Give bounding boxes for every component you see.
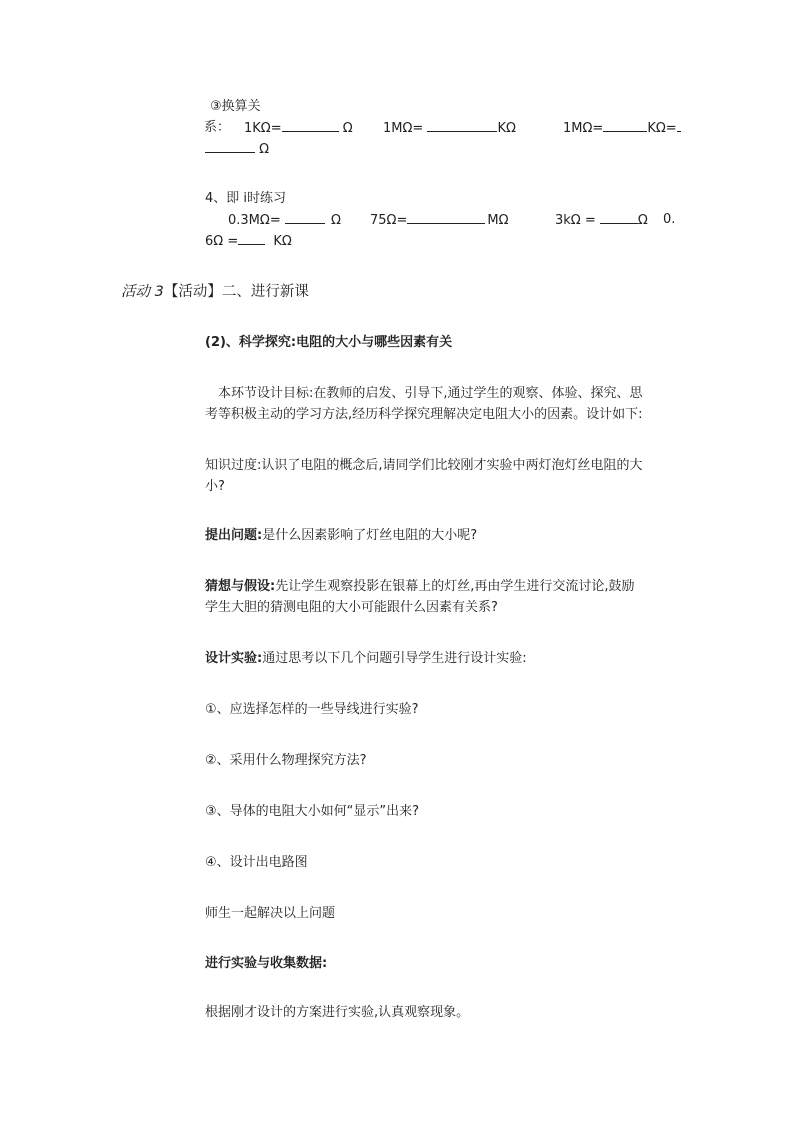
transition-line-1: 知识过度:认识了电阻的概念后,请同学们比较刚才实验中两灯泡灯丝电阻的大 bbox=[205, 458, 643, 473]
practice-q2-left: 75Ω= bbox=[370, 213, 408, 228]
transition-line-2: 小? bbox=[205, 479, 225, 494]
conversion-item-1 bbox=[244, 119, 353, 138]
conversion-item-2-left: 1MΩ= bbox=[383, 121, 424, 136]
step-2: ②、采用什么物理探究方法? bbox=[205, 753, 367, 768]
question-text: 是什么因素影响了灯丝电阻的大小呢? bbox=[262, 528, 478, 543]
conversion-prefix: 系： bbox=[204, 120, 231, 135]
practice-q4-unit: KΩ bbox=[273, 234, 292, 249]
hypothesis-label: 猜想与假设: bbox=[205, 579, 276, 594]
answer-blank[interactable] bbox=[238, 232, 265, 245]
practice-q2-unit: MΩ bbox=[487, 213, 509, 228]
intro-line-1: 本环节设计目标:在教师的启发、引导下,通过学生的观察、体验、探究、思 bbox=[218, 386, 643, 401]
practice-heading: 4、即 i时练习 bbox=[205, 191, 287, 206]
activity-title: 二、进行新课 bbox=[221, 284, 309, 300]
practice-q2 bbox=[370, 211, 509, 230]
conversion-item-3-mid: KΩ= bbox=[647, 121, 677, 136]
conversion-item-3 bbox=[563, 119, 681, 138]
solve-text: 师生一起解决以上问题 bbox=[205, 906, 336, 921]
conversion-item-3-left: 1MΩ= bbox=[563, 121, 604, 136]
conversion-heading: ③换算关 bbox=[210, 99, 261, 114]
conversion-line-1 bbox=[204, 119, 230, 137]
practice-q1 bbox=[228, 211, 341, 230]
activity-prefix: 活动 3 bbox=[121, 284, 164, 300]
hypothesis-line-1 bbox=[205, 578, 634, 596]
hypothesis-line-2: 学生大胆的猜测电阻的大小可能跟什么因素有关系? bbox=[205, 600, 498, 615]
activity-heading bbox=[121, 283, 309, 301]
practice-q1-left: 0.3MΩ= bbox=[228, 213, 281, 228]
experiment-label: 进行实验与收集数据: bbox=[205, 956, 328, 971]
practice-q3-left: 3kΩ = bbox=[555, 213, 596, 228]
answer-blank[interactable] bbox=[282, 119, 339, 132]
step-3: ③、导体的电阻大小如何“显示”出来? bbox=[205, 804, 420, 819]
step-4: ④、设计出电路图 bbox=[205, 855, 308, 870]
answer-blank[interactable] bbox=[600, 211, 638, 224]
practice-q3-unit: Ω bbox=[637, 213, 648, 228]
practice-q4-part1: 0. bbox=[663, 212, 676, 227]
experiment-text: 根据刚才设计的方案进行实验,认真观察现象。 bbox=[205, 1005, 470, 1020]
practice-q4 bbox=[205, 232, 292, 251]
conversion-item-1-left: 1KΩ= bbox=[244, 121, 282, 136]
conversion-item-2 bbox=[383, 119, 516, 138]
intro-line-2: 考等积极主动的学习方法,经历科学探究理解决定电阻大小的因素。设计如下: bbox=[205, 407, 643, 422]
practice-q4-left: 6Ω = bbox=[205, 234, 239, 249]
answer-blank[interactable] bbox=[677, 119, 681, 132]
design-text: 通过思考以下几个问题引导学生进行设计实验: bbox=[262, 651, 527, 666]
practice-q3 bbox=[555, 211, 648, 230]
design-label: 设计实验: bbox=[205, 651, 263, 666]
question-label: 提出问题: bbox=[205, 528, 263, 543]
activity-tag: 【活动】 bbox=[163, 284, 222, 300]
answer-blank[interactable] bbox=[603, 119, 647, 132]
answer-blank[interactable] bbox=[285, 211, 325, 224]
step-1: ①、应选择怎样的一些导线进行实验? bbox=[205, 702, 419, 717]
conversion-line-2 bbox=[205, 140, 269, 159]
design-paragraph bbox=[205, 650, 527, 668]
answer-blank[interactable] bbox=[407, 211, 485, 224]
conversion-line-2-unit: Ω bbox=[259, 142, 270, 157]
answer-blank[interactable] bbox=[205, 140, 255, 153]
section-title: (2)、科学探究:电阻的大小与哪些因素有关 bbox=[205, 335, 453, 350]
question-paragraph bbox=[205, 527, 477, 545]
practice-q1-unit: Ω bbox=[331, 213, 341, 228]
conversion-item-2-unit: KΩ bbox=[497, 121, 516, 136]
hypothesis-text-1: 先让学生观察投影在银幕上的灯丝,再由学生进行交流讨论,鼓励 bbox=[275, 579, 635, 594]
answer-blank[interactable] bbox=[427, 119, 497, 132]
conversion-item-1-unit: Ω bbox=[342, 121, 353, 136]
